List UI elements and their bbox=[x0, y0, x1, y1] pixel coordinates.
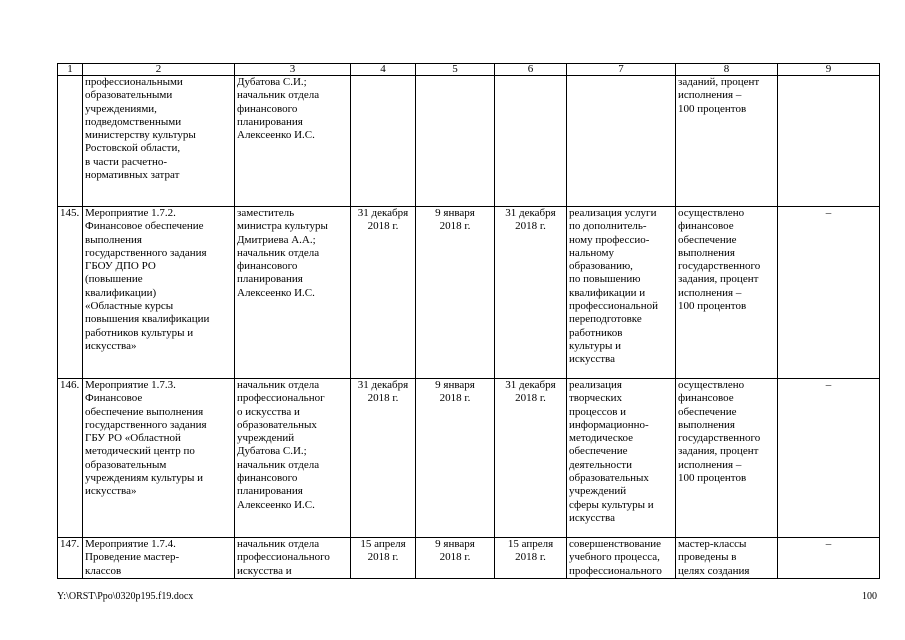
column-header: 2 bbox=[83, 64, 235, 76]
end-date-cell: 9 января 2018 г. bbox=[416, 207, 495, 379]
table-row bbox=[58, 207, 880, 379]
table-row bbox=[58, 379, 880, 538]
event-cell: Мероприятие 1.7.3. Финансовое обеспечение выполнения государственного задания ГБУ РО «Областной методический центр по образовательным учреждениям культуры и искусства» bbox=[83, 379, 235, 538]
note-cell: – bbox=[778, 379, 880, 538]
deadline-cell bbox=[495, 76, 567, 207]
column-header: 3 bbox=[235, 64, 351, 76]
column-header: 1 bbox=[58, 64, 83, 76]
row-number: 147. bbox=[58, 538, 83, 579]
plan-table bbox=[57, 63, 880, 579]
indicator-cell: мастер-классы проведены в целях создания bbox=[676, 538, 778, 579]
file-path: Y:\ORST\Ppo\0320p195.f19.docx bbox=[57, 591, 194, 602]
result-cell: реализация услуги по дополнитель- ному профессио- нальному образованию, по повышению квалификации и профессиональной переподготовке работников культуры и искусства bbox=[567, 207, 676, 379]
column-header: 6 bbox=[495, 64, 567, 76]
event-cell: Мероприятие 1.7.2. Финансовое обеспечение выполнения государственного задания ГБОУ ДПО РО (повышение квалификации) «Областные курсы повышения квалификации работников культуры и искусства» bbox=[83, 207, 235, 379]
header-row bbox=[58, 64, 880, 76]
start-date-cell: 15 апреля 2018 г. bbox=[351, 538, 416, 579]
result-cell: совершенствование учебного процесса, профессионального bbox=[567, 538, 676, 579]
note-cell bbox=[778, 76, 880, 207]
note-cell: – bbox=[778, 538, 880, 579]
start-date-cell: 31 декабря 2018 г. bbox=[351, 379, 416, 538]
column-header: 4 bbox=[351, 64, 416, 76]
column-header: 5 bbox=[416, 64, 495, 76]
responsible-cell: начальник отдела профессиональног о искусства и образовательных учреждений Дубатова С.И.; начальник отдела финансового планирования Алексеенко И.С. bbox=[235, 379, 351, 538]
table-row bbox=[58, 76, 880, 207]
column-header: 7 bbox=[567, 64, 676, 76]
start-date-cell bbox=[351, 76, 416, 207]
page-number: 100 bbox=[862, 591, 877, 602]
responsible-cell: заместитель министра культуры Дмитриева А.А.; начальник отдела финансового планирования Алексеенко И.С. bbox=[235, 207, 351, 379]
event-cell: Мероприятие 1.7.4. Проведение мастер- классов bbox=[83, 538, 235, 579]
row-number bbox=[58, 76, 83, 207]
indicator-cell: осуществлено финансовое обеспечение выполнения государственного задания, процент исполнения – 100 процентов bbox=[676, 379, 778, 538]
row-number: 146. bbox=[58, 379, 83, 538]
responsible-cell: Дубатова С.И.; начальник отдела финансового планирования Алексеенко И.С. bbox=[235, 76, 351, 207]
end-date-cell: 9 января 2018 г. bbox=[416, 379, 495, 538]
table-row bbox=[58, 538, 880, 579]
event-cell: профессиональными образовательными учреждениями, подведомственными министерству культуры Ростовской области, в части расчетно- нормативных затрат bbox=[83, 76, 235, 207]
note-cell: – bbox=[778, 207, 880, 379]
result-cell: реализация творческих процессов и информационно- методическое обеспечение деятельности образовательных учреждений сферы культуры и искусства bbox=[567, 379, 676, 538]
column-header: 9 bbox=[778, 64, 880, 76]
deadline-cell: 31 декабря 2018 г. bbox=[495, 207, 567, 379]
end-date-cell bbox=[416, 76, 495, 207]
end-date-cell: 9 января 2018 г. bbox=[416, 538, 495, 579]
start-date-cell: 31 декабря 2018 г. bbox=[351, 207, 416, 379]
indicator-cell: осуществлено финансовое обеспечение выполнения государственного задания, процент исполнения – 100 процентов bbox=[676, 207, 778, 379]
deadline-cell: 15 апреля 2018 г. bbox=[495, 538, 567, 579]
row-number: 145. bbox=[58, 207, 83, 379]
deadline-cell: 31 декабря 2018 г. bbox=[495, 379, 567, 538]
responsible-cell: начальник отдела профессионального искусства и bbox=[235, 538, 351, 579]
column-header: 8 bbox=[676, 64, 778, 76]
result-cell bbox=[567, 76, 676, 207]
indicator-cell: заданий, процент исполнения – 100 процентов bbox=[676, 76, 778, 207]
